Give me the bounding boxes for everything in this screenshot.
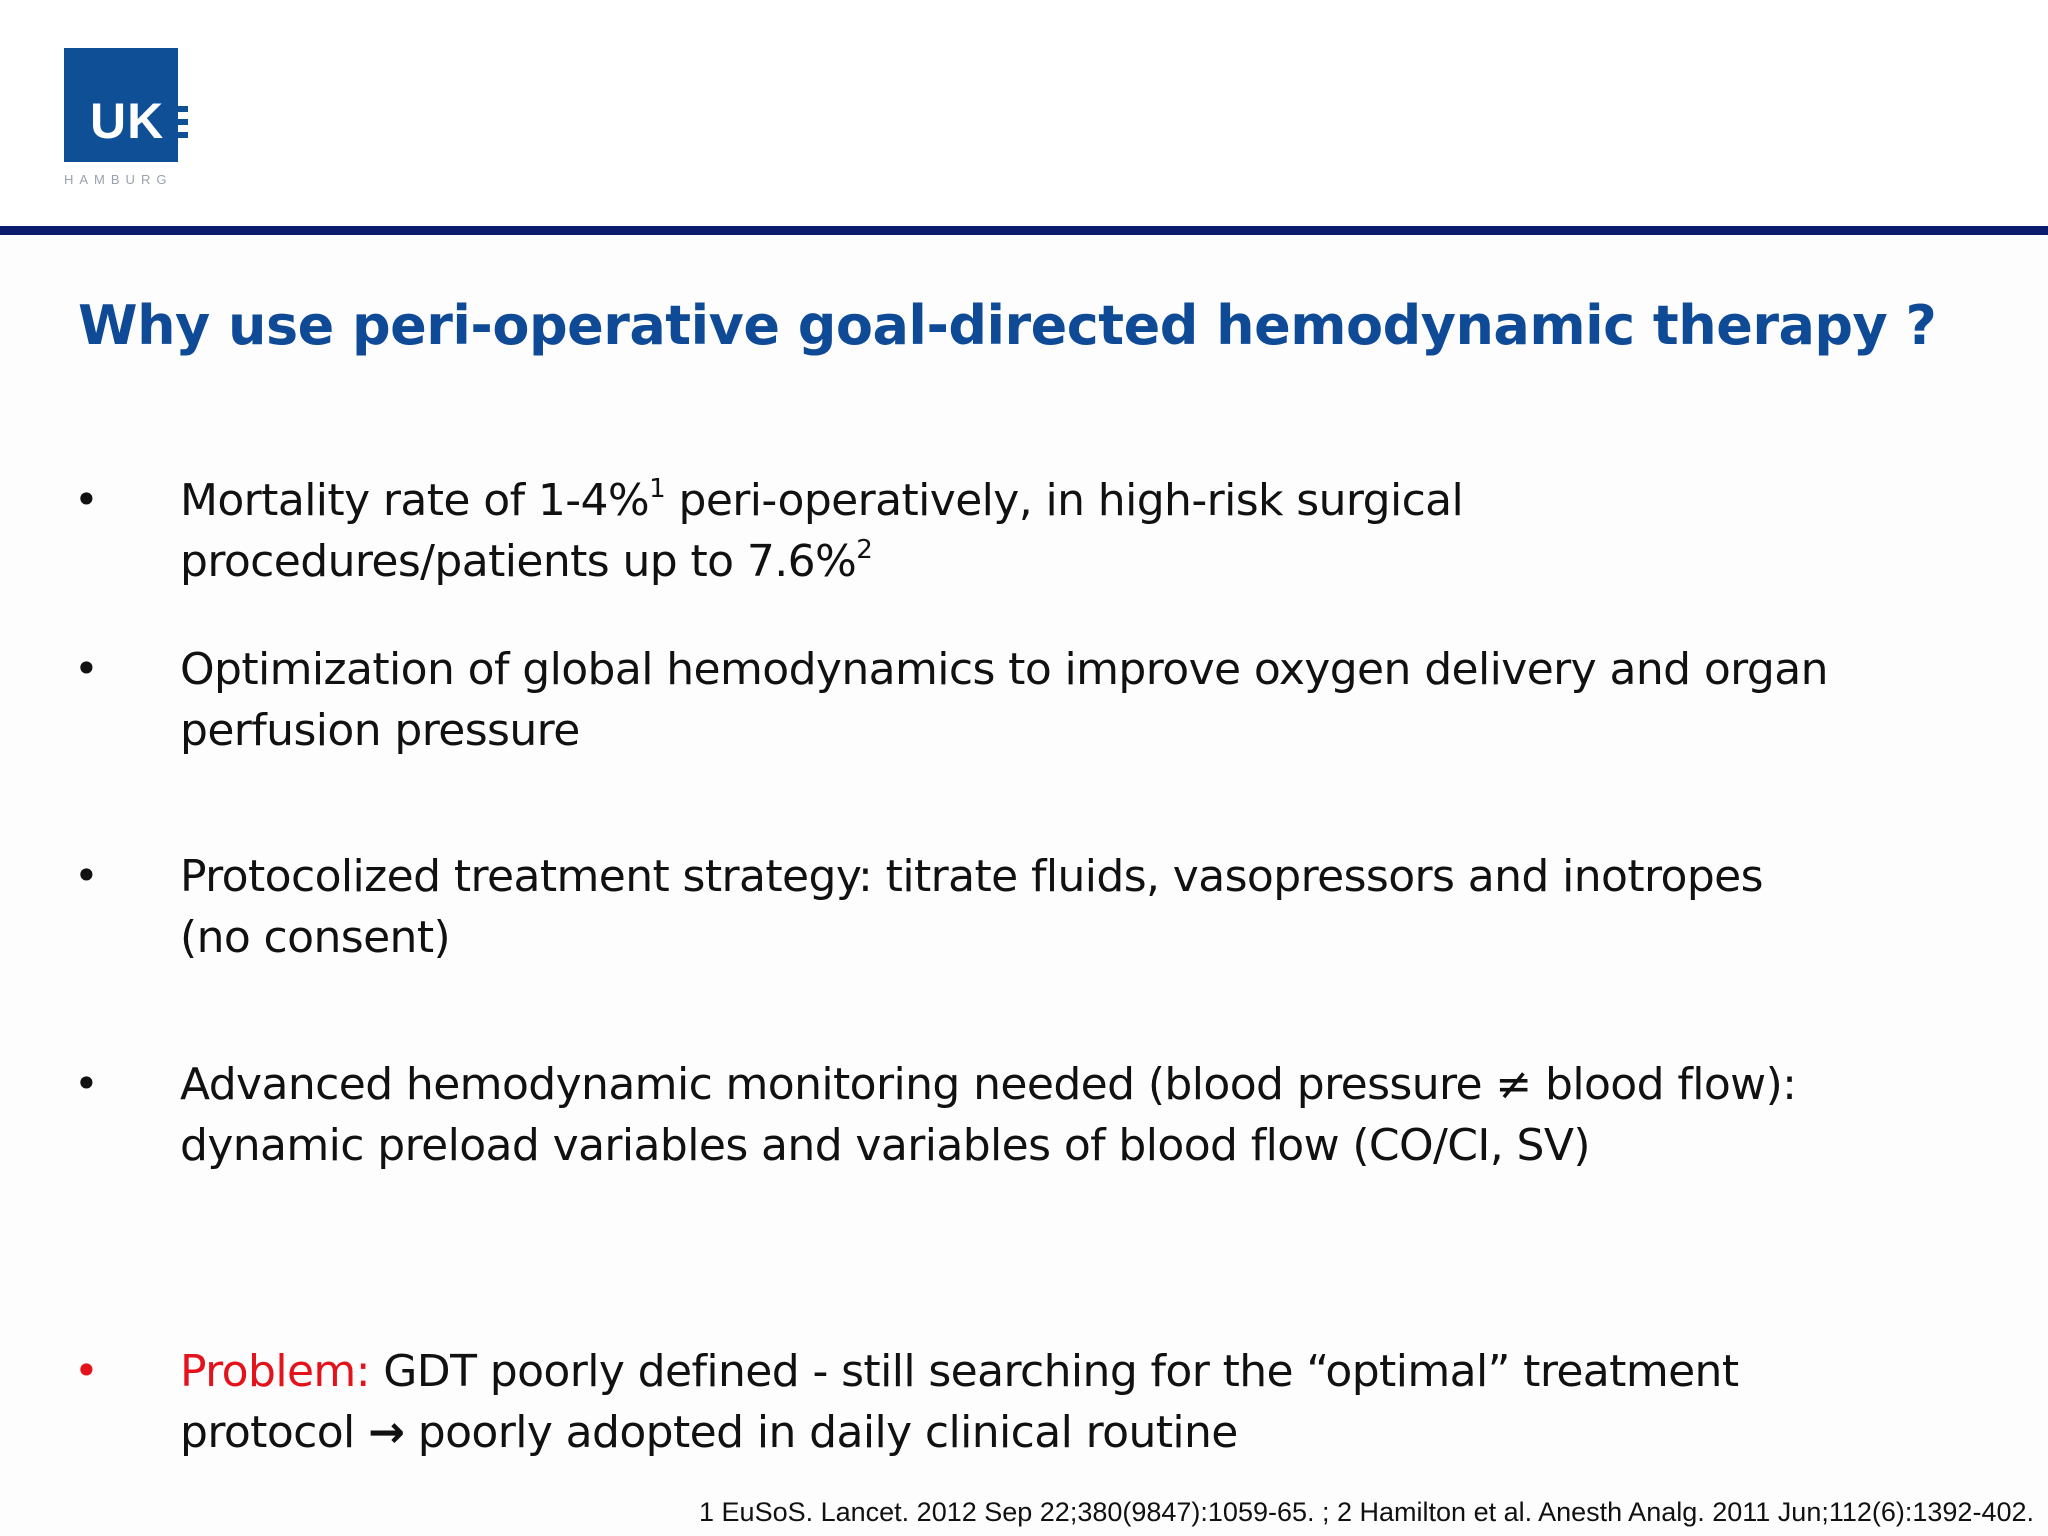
bullet-line: Advanced hemodynamic monitoring needed (blood pressure ≠ blood flow):: [180, 1059, 1797, 1110]
bullet-line: [180, 1341, 1980, 1402]
arrow-right-icon: →: [368, 1407, 405, 1458]
bullet-text: [180, 1054, 1980, 1176]
slide-title: Why use peri-operative goal-directed hemodynamic therapy ?: [78, 294, 1937, 357]
bullet-marker: •: [74, 1059, 99, 1108]
header-divider: [0, 226, 2048, 235]
bullet-marker: •: [74, 1346, 99, 1395]
bullet-line: perfusion pressure: [180, 705, 580, 756]
bullet-marker: •: [74, 644, 99, 693]
bullet-text-part: GDT poorly defined - still searching for the “optimal” treatment: [369, 1346, 1739, 1397]
bullet-line: Optimization of global hemodynamics to improve oxygen delivery and organ: [180, 644, 1828, 695]
bullet-line: (no consent): [180, 912, 451, 963]
bullet-text-part: poorly adopted in daily clinical routine: [404, 1407, 1238, 1458]
bullet-text-part: procedures/patients up to 7.6%: [180, 536, 857, 587]
bullet-marker: •: [74, 475, 99, 524]
bullet-text: [180, 470, 1980, 592]
bullet-line: [180, 470, 1980, 531]
bullet-text: [180, 846, 1980, 968]
bullet-line: Protocolized treatment strategy: titrate fluids, vasopressors and inotropes: [180, 851, 1763, 902]
footnote-ref: 1: [649, 474, 666, 504]
logo-box: [64, 48, 178, 162]
uke-hamburg-logo: [64, 48, 200, 190]
problem-label: Problem:: [180, 1346, 370, 1397]
logo-letters: UK: [90, 93, 165, 149]
bullet-text: [180, 639, 1980, 761]
references-footnote: 1 EuSoS. Lancet. 2012 Sep 22;380(9847):1059-65. ; 2 Hamilton et al. Anesth Analg. 2011 Jun;112(6):1392-402.: [699, 1497, 2034, 1527]
bullet-line: [180, 531, 1980, 592]
logo-e-icon: [176, 106, 200, 138]
header-band: [0, 0, 2048, 228]
bullet-line: [180, 1402, 1980, 1463]
bullet-text: [180, 1341, 1980, 1463]
footnote-ref: 2: [856, 535, 873, 565]
bullet-line: dynamic preload variables and variables of blood flow (CO/CI, SV): [180, 1120, 1590, 1171]
bullet-text-part: peri-operatively, in high-risk surgical: [665, 475, 1464, 526]
bullet-text-part: protocol: [180, 1407, 369, 1458]
bullet-marker: •: [74, 851, 99, 900]
logo-subtitle: HAMBURG: [64, 172, 173, 187]
bullet-text-part: Mortality rate of 1-4%: [180, 475, 650, 526]
